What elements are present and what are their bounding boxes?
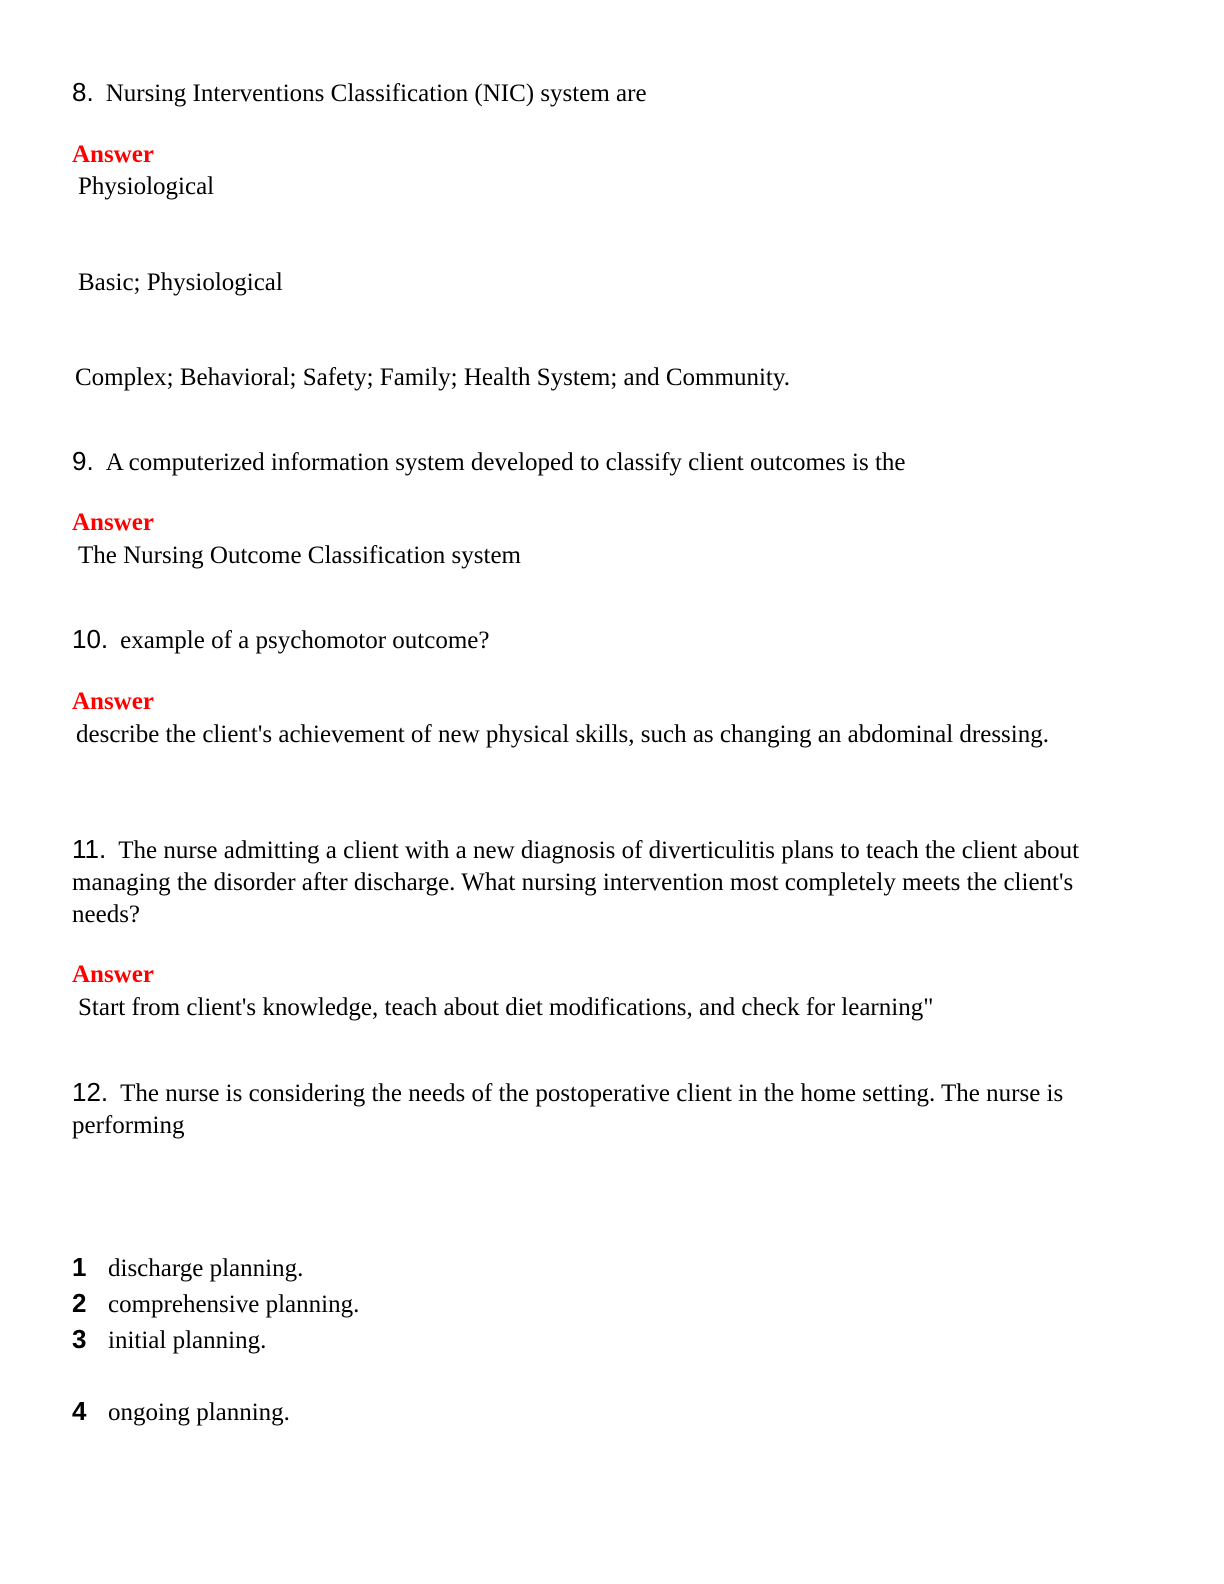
answer-label: Answer (72, 688, 154, 715)
question-12: 12. The nurse is considering the needs of the postoperative client in the home setting. The nurse is performing (72, 1077, 1064, 1139)
answer-text: Complex; Behavioral; Safety; Family; Health System; and Community. (75, 364, 790, 391)
answer-label: Answer (72, 961, 154, 988)
answer-label: Answer (72, 141, 154, 168)
answer-text: The Nursing Outcome Classification system (78, 542, 521, 569)
option-1: 1 discharge planning. (72, 1252, 304, 1282)
answer-text: describe the client's achievement of new physical skills, such as changing an abdominal dressing. (76, 721, 1049, 748)
question-8: 8. Nursing Interventions Classification (NIC) system are (72, 77, 647, 107)
question-10: 10. example of a psychomotor outcome? (72, 624, 490, 654)
answer-text: Physiological (78, 173, 215, 200)
option-4: 4 ongoing planning. (72, 1396, 290, 1426)
answer-label: Answer (72, 509, 154, 536)
option-2: 2 comprehensive planning. (72, 1288, 360, 1318)
question-11: 11. The nurse admitting a client with a new diagnosis of diverticulitis plans to teach the client about managing the disorder after discharge. What nursing intervention most completely meets the client's needs? (72, 834, 1080, 928)
question-9: 9. A computerized information system developed to classify client outcomes is the (72, 446, 906, 476)
answer-text: Start from client's knowledge, teach about diet modifications, and check for learning" (78, 994, 934, 1021)
option-3: 3 initial planning. (72, 1324, 267, 1354)
answer-text: Basic; Physiological (78, 269, 283, 296)
